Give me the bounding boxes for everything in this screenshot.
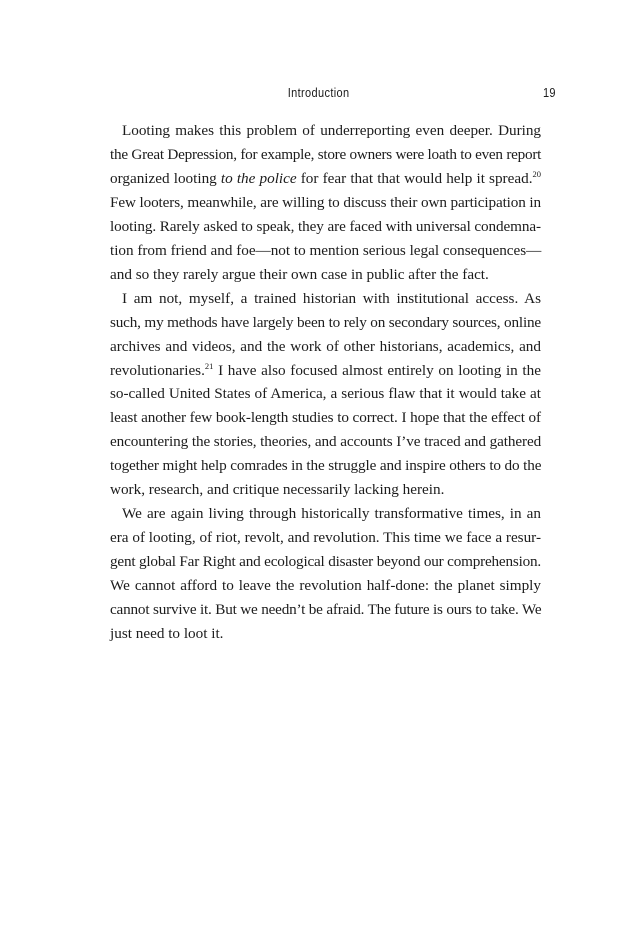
emphasis-text: to the police bbox=[220, 169, 297, 187]
text-line bbox=[110, 502, 541, 526]
text-segment: revolutionaries. bbox=[110, 361, 205, 379]
text-segment: We cannot afford to leave the revolution half-done: the planet simply bbox=[110, 577, 541, 595]
paragraph-3 bbox=[110, 502, 541, 646]
body-text bbox=[110, 119, 541, 646]
text-segment: just need to loot it. bbox=[110, 625, 224, 643]
running-head bbox=[0, 86, 561, 104]
text-line bbox=[110, 167, 541, 191]
text-segment: for fear that that would help it spread. bbox=[296, 169, 533, 187]
text-segment: era of looting, of riot, revolt, and revolution. This time we face a resur- bbox=[110, 529, 541, 547]
text-line bbox=[110, 191, 541, 215]
text-segment: the Great Depression, for example, store owners were loath to even report bbox=[110, 145, 542, 163]
text-segment: encountering the stories, theories, and accounts I’ve traced and gathered bbox=[110, 433, 542, 451]
footnote-marker: 20 bbox=[532, 168, 541, 179]
text-segment: such, my methods have largely been to rely on secondary sources, online bbox=[110, 313, 541, 331]
running-title: Introduction bbox=[287, 86, 350, 100]
text-line bbox=[110, 430, 541, 454]
text-line bbox=[110, 454, 541, 478]
text-segment: I am not, myself, a trained historian with institutional access. As bbox=[122, 289, 541, 307]
footnote-marker: 21 bbox=[204, 360, 214, 371]
text-segment: work, research, and critique necessarily lacking herein. bbox=[110, 481, 445, 499]
text-segment: so-called United States of America, a serious flaw that it would take at bbox=[110, 385, 541, 403]
text-line bbox=[110, 598, 541, 622]
text-line bbox=[110, 335, 541, 359]
text-line bbox=[110, 311, 541, 335]
text-line bbox=[110, 574, 541, 598]
text-segment: organized looting bbox=[110, 169, 221, 187]
text-line bbox=[110, 287, 541, 311]
text-segment: least another few book-length studies to correct. I hope that the effect of bbox=[110, 409, 541, 427]
text-line bbox=[110, 526, 541, 550]
page-number: 19 bbox=[542, 86, 556, 100]
text-segment: Few looters, meanwhile, are willing to discuss their own participation in bbox=[110, 193, 541, 211]
paragraph-2 bbox=[110, 287, 541, 503]
text-segment: and so they rarely argue their own case in public after the fact. bbox=[110, 265, 489, 283]
text-line bbox=[110, 382, 541, 406]
text-line bbox=[110, 263, 541, 287]
text-line bbox=[110, 239, 541, 263]
text-line bbox=[110, 215, 541, 239]
text-segment: together might help comrades in the struggle and inspire others to do the bbox=[110, 457, 542, 475]
text-segment: gent global Far Right and ecological disaster beyond our comprehension. bbox=[110, 553, 541, 571]
text-line bbox=[110, 359, 541, 383]
text-segment: looting. Rarely asked to speak, they are faced with universal condemna- bbox=[110, 217, 541, 235]
text-segment: I have also focused almost entirely on looting in the bbox=[213, 361, 541, 379]
text-line bbox=[110, 119, 541, 143]
text-segment: cannot survive it. But we needn’t be afraid. The future is ours to take. We bbox=[110, 601, 542, 619]
text-segment: tion from friend and foe—not to mention serious legal consequences— bbox=[110, 241, 542, 259]
text-segment: Looting makes this problem of underreporting even deeper. During bbox=[122, 122, 541, 139]
paragraph-1 bbox=[110, 119, 541, 287]
text-segment: We are again living through historically transformative times, in an bbox=[122, 505, 541, 523]
text-line bbox=[110, 550, 541, 574]
text-segment: archives and videos, and the work of other historians, academics, and bbox=[110, 337, 541, 355]
text-line bbox=[110, 406, 541, 430]
text-line bbox=[110, 143, 541, 167]
text-line bbox=[110, 622, 541, 646]
text-line bbox=[110, 478, 541, 502]
